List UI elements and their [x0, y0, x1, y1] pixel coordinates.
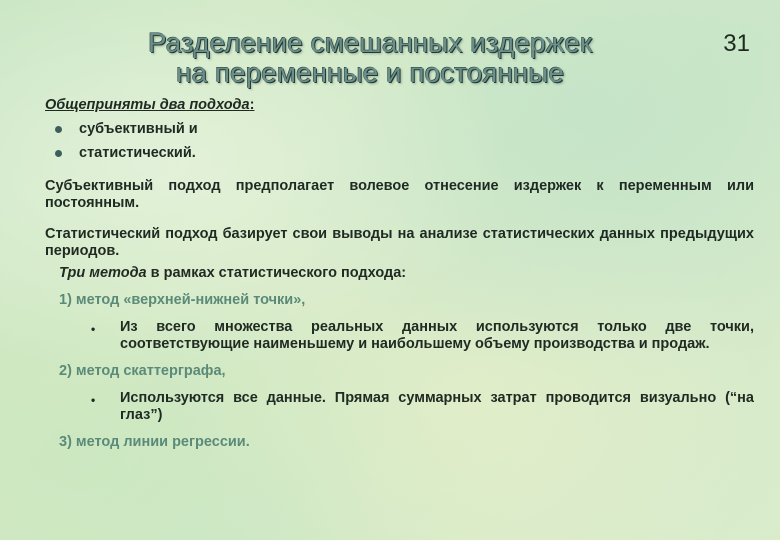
- list-item-text: статистический.: [79, 145, 196, 161]
- title-line-2: на переменные и постоянные: [176, 57, 564, 88]
- approach-list: [45, 121, 754, 162]
- slide-number: 31: [723, 30, 750, 57]
- bullet-icon: •: [91, 393, 96, 407]
- method-detail-text: Из всего множества реальных данных используются только две точки, соответствующие наименьшему и наибольшему объему производства и продаж.: [120, 319, 754, 352]
- title-line-1: Разделение смешанных издержек: [147, 27, 593, 58]
- method-detail: [91, 390, 754, 424]
- list-item: [45, 121, 754, 138]
- bullet-icon: [55, 126, 62, 133]
- slide-content: [45, 97, 754, 451]
- slide-title: [90, 28, 650, 88]
- list-item: [45, 145, 754, 162]
- method-detail-text: Используются все данные. Прямая суммарных затрат проводится визуально (“на глаз”): [120, 390, 754, 423]
- statistical-paragraph: Статистический подход базирует свои выводы на анализе статистических данных предыдущих периодов.: [45, 226, 754, 259]
- intro-heading: [45, 97, 754, 114]
- method-title: 3) метод линии регрессии.: [59, 434, 250, 450]
- method-detail: [91, 319, 754, 353]
- method-title: 1) метод «верхней-нижней точки»,: [59, 292, 306, 308]
- intro-colon: :: [249, 97, 255, 113]
- list-item-text: субъективный и: [79, 121, 198, 137]
- methods-heading: [59, 265, 754, 282]
- bullet-icon: [55, 150, 62, 157]
- method-title: 2) метод скаттерграфа,: [59, 363, 226, 379]
- bullet-icon: •: [91, 322, 96, 336]
- methods-heading-italic: Три метода: [59, 265, 147, 281]
- intro-heading-text: Общеприняты два подхода: [45, 97, 250, 113]
- subjective-paragraph: Субъективный подход предполагает волевое отнесение издержек к переменным или постоянным.: [45, 178, 754, 211]
- methods-heading-rest: в рамках статистического подхода:: [146, 265, 407, 281]
